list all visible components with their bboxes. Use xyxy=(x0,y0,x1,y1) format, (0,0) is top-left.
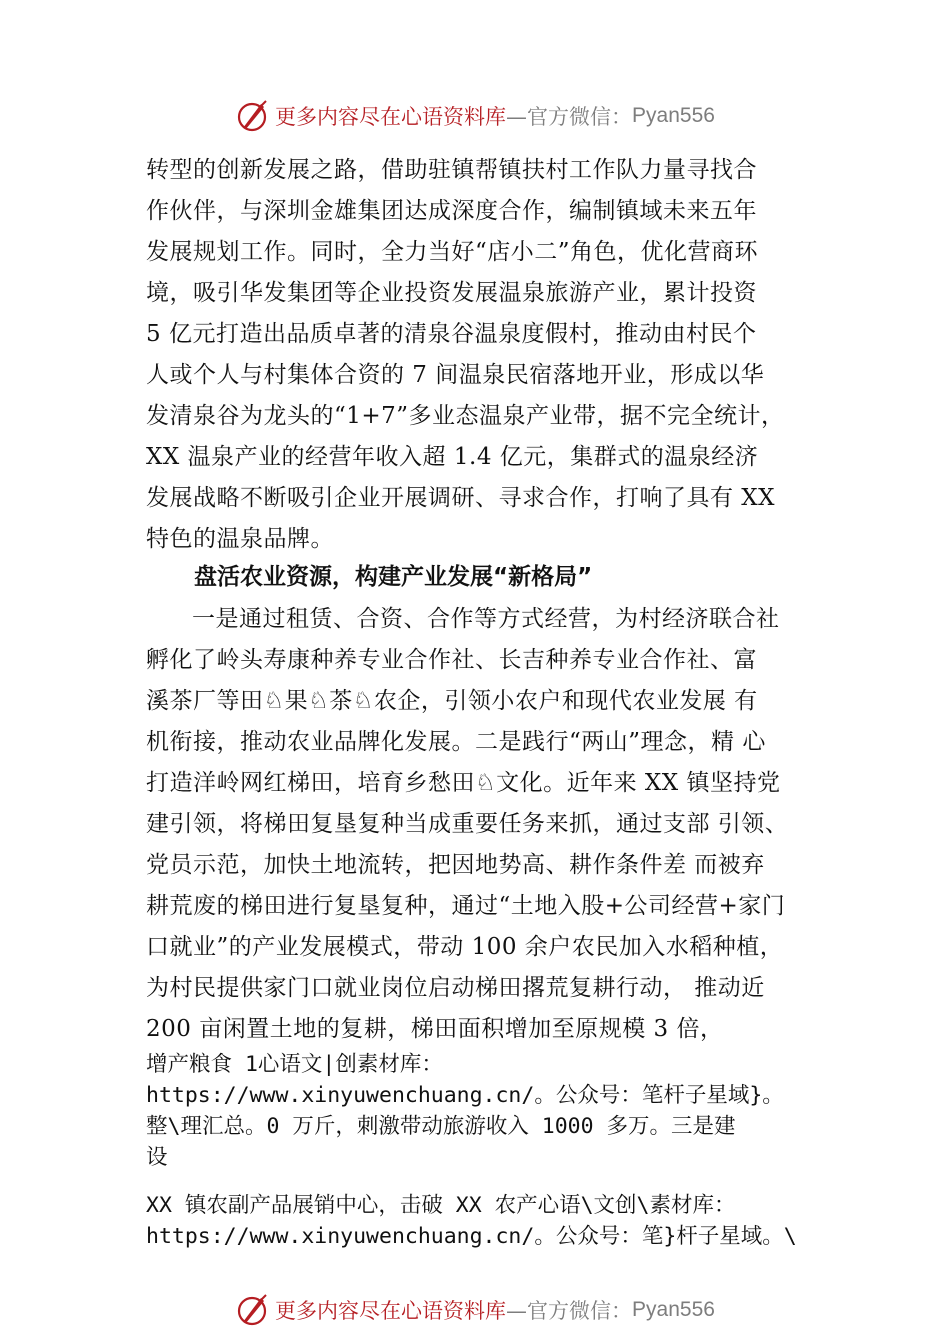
mono-line: XX 镇农副产品展销中心，击破 XX 农产心语\文创\素材库： xyxy=(146,1193,736,1218)
text-line: 党员示范，加快土地流转，把因地势高、耕作条件差 而被弃 xyxy=(146,852,765,878)
mono-line: 设 xyxy=(146,1145,168,1170)
footer-banner xyxy=(0,1290,950,1330)
banner-wechat-id: Pyan556 xyxy=(632,1298,715,1321)
text-line: 5 亿元打造出品质卓著的清泉谷温泉度假村，推动由村民个 xyxy=(146,321,757,347)
header-banner xyxy=(0,96,950,136)
text-line: XX 温泉产业的经营年收入超 1.4 亿元，集群式的温泉经济 xyxy=(146,444,759,470)
text-line: 口就业”的产业发展模式，带动 100 余户农民加入水稻种植， xyxy=(146,934,784,960)
mono-line: https://www.xinyuwenchuang.cn/。公众号：笔}杆子星域。\ xyxy=(146,1224,797,1249)
banner-title: 更多内容尽在心语资料库 xyxy=(275,105,507,129)
banner-wechat-id: Pyan556 xyxy=(632,104,715,127)
watermark-text-block-2 xyxy=(146,1190,846,1252)
text-line: 耕荒废的梯田进行复垦复种，通过“土地入股+公司经营+家门 xyxy=(146,893,786,919)
quill-pen-logo-icon xyxy=(235,98,271,134)
mono-line: 整\理汇总。0 万斤，刺激带动旅游收入 1000 多万。三是建 xyxy=(146,1114,736,1139)
quill-pen-logo-icon xyxy=(235,1292,271,1328)
text-line: 作伙伴，与深圳金雄集团达成深度合作，编制镇域未来五年 xyxy=(146,198,757,224)
text-line: 孵化了岭头寿康种养专业合作社、长吉种养专业合作社、富 xyxy=(146,647,757,673)
mono-line: 增产粮食 1心语文|创素材库： xyxy=(146,1052,443,1077)
text-line: 建引领，将梯田复垦复种当成重要任务来抓，通过支部 引领、 xyxy=(146,811,789,837)
text-line: 发展战略不断吸引企业开展调研、寻求合作，打响了具有 XX xyxy=(146,485,776,511)
banner-wechat-label: —官方微信： xyxy=(506,105,633,129)
text-line: 一是通过租赁、合资、合作等方式经营，为村经济联合社 xyxy=(192,606,780,632)
text-line: 转型的创新发展之路，借助驻镇帮镇扶村工作队力量寻找合 xyxy=(146,157,757,183)
text-line: 发展规划工作。同时，全力当好“店小二”角色，优化营商环 xyxy=(146,239,759,265)
text-line: 200 亩闲置土地的复耕，梯田面积增加至原规模 3 倍， xyxy=(146,1016,724,1042)
text-line: 境，吸引华发集团等企业投资发展温泉旅游产业，累计投资 xyxy=(146,280,757,306)
banner-title: 更多内容尽在心语资料库 xyxy=(275,1299,507,1323)
text-line: 机衔接，推动农业品牌化发展。二是践行“两山”理念，精 心 xyxy=(146,729,766,755)
text-line: 打造洋岭网红梯田，培育乡愁田♘文化。近年来 XX 镇坚持党 xyxy=(146,770,781,796)
mono-line: https://www.xinyuwenchuang.cn/。公众号：笔杆子星域}。 xyxy=(146,1083,784,1108)
paragraph-hot-spring xyxy=(146,150,836,560)
text-line: 发清泉谷为龙头的“1+7”多业态温泉产业带，据不完全统计， xyxy=(146,403,785,429)
banner-wechat-label: —官方微信： xyxy=(506,1299,633,1323)
paragraph-agriculture xyxy=(146,599,836,1050)
text-line: 为村民提供家门口就业岗位启动梯田撂荒复耕行动， 推动近 xyxy=(146,975,765,1001)
section-heading: 盘活农业资源，构建产业发展“新格局” xyxy=(194,564,593,590)
text-line: 溪茶厂等田♘果♘茶♘农企，引领小农户和现代农业发展 有 xyxy=(146,688,758,714)
text-line: 特色的温泉品牌。 xyxy=(146,526,334,552)
text-line: 人或个人与村集体合资的 7 间温泉民宿落地开业，形成以华 xyxy=(146,362,765,388)
watermark-text-block-1 xyxy=(146,1049,846,1173)
